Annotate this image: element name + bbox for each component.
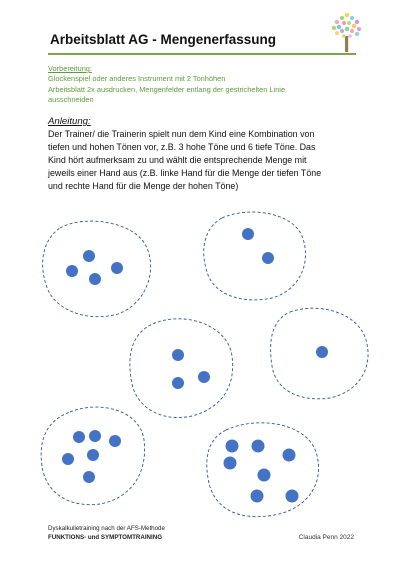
- quantity-dot: [66, 265, 78, 277]
- preparation-line: Glockenspiel oder anderes Instrument mit 2 Tonhöhen: [48, 74, 226, 84]
- quantity-dot: [224, 457, 237, 470]
- quantity-dot: [83, 250, 95, 262]
- quantity-set-7[interactable]: [207, 423, 319, 517]
- instructions-line: Kind hört aufmerksam zu und wählt die entsprechende Menge mit: [48, 155, 307, 165]
- quantity-set-3[interactable]: [130, 319, 233, 418]
- instructions-line: jeweils einer Hand aus (z.B. linke Hand für die Menge der tiefen Töne: [48, 168, 322, 178]
- instructions-heading: Anleitung:: [48, 116, 91, 127]
- dashed-cut-outline: [204, 212, 306, 300]
- quantity-dot: [252, 440, 265, 453]
- quantity-dot: [262, 252, 274, 264]
- instructions-line: und rechte Hand für die Menge der hohen Töne): [48, 181, 239, 191]
- quantity-dot: [73, 431, 85, 443]
- quantity-set-2[interactable]: [204, 212, 306, 300]
- quantity-dot: [89, 273, 101, 285]
- quantity-dot: [286, 490, 299, 503]
- quantity-dot: [111, 262, 123, 274]
- quantity-dot: [83, 471, 95, 483]
- quantity-set-4[interactable]: [43, 221, 151, 317]
- quantity-dot: [172, 349, 184, 361]
- page-title: Arbeitsblatt AG - Mengenerfassung: [50, 32, 277, 47]
- footer-training-type: FUNKTIONS- und SYMPTOMTRAINING: [48, 534, 163, 541]
- footer: [48, 524, 358, 542]
- preparation-heading: Vorbereitung:: [48, 64, 92, 73]
- preparation-line: ausschneiden: [48, 95, 94, 105]
- quantity-dot: [172, 377, 184, 389]
- quantity-dot: [251, 490, 264, 503]
- quantity-dot: [258, 469, 271, 482]
- dashed-cut-outline: [130, 319, 233, 418]
- instructions-line: Der Trainer/ die Trainerin spielt nun dem Kind eine Kombination von: [48, 129, 315, 139]
- instructions-line: tiefen und hohen Tönen vor, z.B. 3 hohe Töne und 6 tiefe Töne. Das: [48, 142, 316, 152]
- quantity-dot: [87, 449, 99, 461]
- footer-author: Claudia Penn 2022: [298, 534, 354, 541]
- quantity-dot: [316, 346, 328, 358]
- quantity-set-6[interactable]: [41, 407, 144, 505]
- quantity-set-1[interactable]: [271, 308, 368, 399]
- quantity-dot: [109, 435, 121, 447]
- dashed-cut-outline: [43, 221, 151, 317]
- quantity-dot: [89, 430, 101, 442]
- preparation-line: Arbeitsblatt 2x ausdrucken, Mengenfelder entlang der gestrichelten Linie: [48, 84, 286, 94]
- quantity-dot: [226, 440, 239, 453]
- quantity-dot: [242, 228, 254, 240]
- quantity-dot: [62, 453, 74, 465]
- footer-method: Dyskalkulietraining nach der AFS-Methode: [48, 525, 165, 532]
- quantity-dot: [198, 371, 210, 383]
- quantity-dot: [283, 449, 296, 462]
